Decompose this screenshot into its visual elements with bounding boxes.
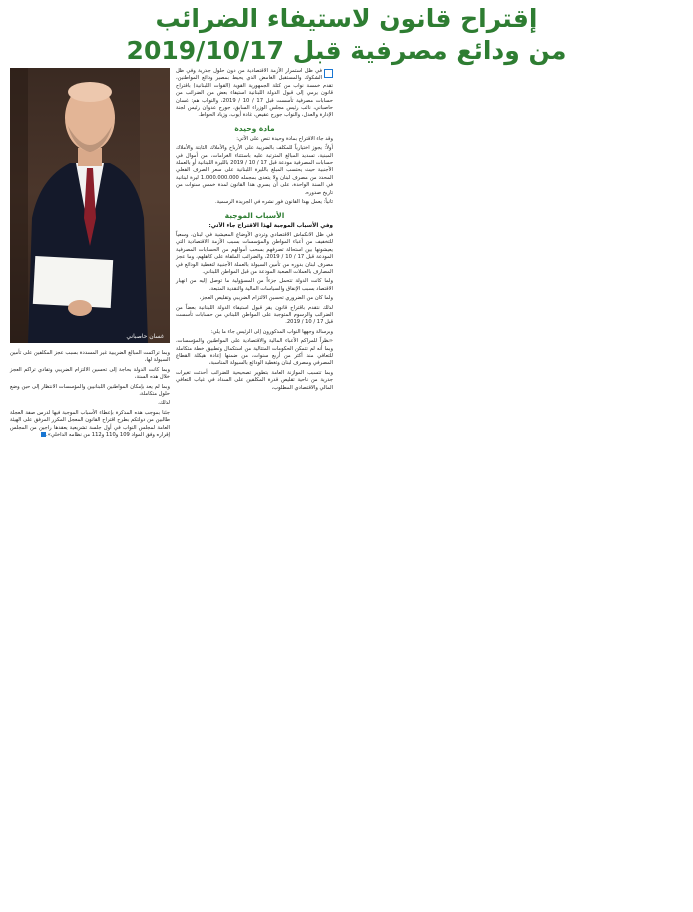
intro-paragraph [176,68,333,120]
closing-text: جئنا بموجب هذه المذكرة بإعطاء الأسباب الموجبة فيها لدرس صفة العجلة طالبين من دولتكم بطرح اقتراح القانون المعجل المكرر المرفق على الهيئة العامة لمجلس النواب في أول جلسة تشريعية يعقدها راجين من المجلس إقراره وفق المواد 109 و110 و112 من نظامه الداخلي». [10,409,170,439]
paragraph: ولما كانت الدولة تتحمل جزءاً من المسؤولية ما توصل إليه من انهيار الاقتصاد بسبب الإنفاق والسياسات المالية والنقدية المتبعة، [176,278,333,292]
article-column-right [176,68,333,394]
photo-caption: غسان حاصباني [126,333,164,340]
paragraph: في ظل الانكماش الاقتصادي وتردي الأوضاع المعيشية في لبنان، وسعياً للتخفيف من أعباء المواطن والمؤسسات بسبب الأزمة الاقتصادية التي يعيشونها بين استحالة تصرفهم بسحب أموالهم من الحسابات المصرفية المودعة قبل 17 / 10 / 2019، والضرائب الملقاة على كاهلهم، وما عجز مصرف لبنان بدوره من تأمين السيولة بالعملة الأجنبية لتغطية الودائع في المصارف بالعملات الصعبة المودعة من قبل المواطن اللبناني. [176,231,334,275]
closing-paragraph [10,410,170,440]
paragraph: لذلك نتقدم باقتراح قانون يقر قبول استيفاء الدولة اللبنانية بعضاً من الضرائب والرسوم المتوجبة على المواطن اللبناني من حسابات تأسست قبل 17 / 10 / 2019. [176,304,333,326]
paragraph: «نظراً للمراكم الأعباء المالية والاقتصادية على المواطنين والمؤسسات، وبما أنه لم تتمكن الحكومات المتتالية من استكمال وتطبيق خطة متكاملة للتعافي منذ أكثر من أربع سنوات، من ضمنها إعادة هيكلة القطاع المصرفي ومصرف لبنان وتغطية الودائع بالسيولة المناسبة، [176,338,333,367]
section-marker-icon [324,69,333,78]
portrait-illustration [10,68,170,343]
paragraph: ولما كان من الضروري تحسين الالتزام الضريبي وتقليص العجز، [199,295,333,302]
article-column-left [10,350,170,441]
paragraph: وبما تراكمت المبالغ الضريبية غير المسددة بسبب عجز المكلفين على تأمين السيولة لها، [10,350,170,364]
lead-paragraph: وفي الأسباب الموجبة لهذا الاقتراح جاء الآتي: [208,222,333,229]
portrait-photo [10,68,170,343]
paragraph: وقد جاء الاقتراح بمادة وحيدة تنص على الآتي: [236,135,333,142]
intro-text: في ظل استمرار الأزمة الاقتصادية من دون حلول جذرية وفي ظل الشكوك والمستقبل الغامض الذي يحيط بمصير ودائع المواطنين، تقدم خمسة نواب من كتلة الجمهورية القوية (القوات اللبنانية) باقتراح قانون يرمي إلى قبول الدولة اللبنانية استيفاء بعض من الضرائب من حسابات مصرفية تأسست قبل 17 / 10 / 2019، والنواب هم: غسان حاصباني، نائب رئيس مجلس الوزراء السابق، جورج عدوان رئيس لجنة الإدارة والعدل، والنواب جورج عقيص، غادة أيوب، وزياد الحواط. [176,68,334,119]
subheading-single-article: مادة وحيدة [234,123,275,133]
paragraph: وبما لم يعد بإمكان المواطنين اللبنانيين والمؤسسات الانتظار إلى حين وضع حلول متكاملة، [10,383,170,398]
paragraph: لذلك، [158,400,170,407]
subheading-reasons: الأسباب الموجبة [224,210,285,220]
paragraph: وبما تتسبب الموازنة العامة بتطوير تصحيحية للضرائب أحدثت تغيرات جذرية من ناحية تقليص قدرة المكلفين على السداد في غياب التعافي المالي والاقتصادي المطلوب، [176,369,333,391]
paragraph: ثانياً: يعمل بهذا القانون فور نشره في الجريدة الرسمية. [214,199,333,206]
paragraph: وبرسالة وجهها النواب المذكورون إلى الرئيس جاء ما يلي: [210,328,333,335]
headline-line-2: من ودائع مصرفية قبل 2019/10/17 [126,36,567,65]
paragraph: أولاً: يجوز اختيارياً للمكلف بالضريبة على الأرباح والأملاك الثابتة والأملاك المبنية، تسديد المبالغ المترتبة عليه باستثناء الغرامات، من أموال في حسابات المصرفية مودعة قبل 17 / 10 / 2019 بالليرة اللبنانية أو بالعملة الأجنبية حيث يحتسب المبلغ بالليرة اللبنانية على سعر الصرف الفعلي المحدد من مصرف لبنان ولا يتعدى بمجمله 1.000.000.000 ليرة لبنانية في السنة الواحدة، على أن يسري هذا القانون لمدة خمس سنوات من تاريخ صدوره. [176,145,334,196]
headline-line-1: إقتراح قانون لاستيفاء الضرائب [155,4,538,33]
paragraph: وبما كانت الدولة بحاجة إلى تحسين الالتزام الضريبي وتفادي تراكم العجز خلال هذه السنة، [10,366,170,381]
